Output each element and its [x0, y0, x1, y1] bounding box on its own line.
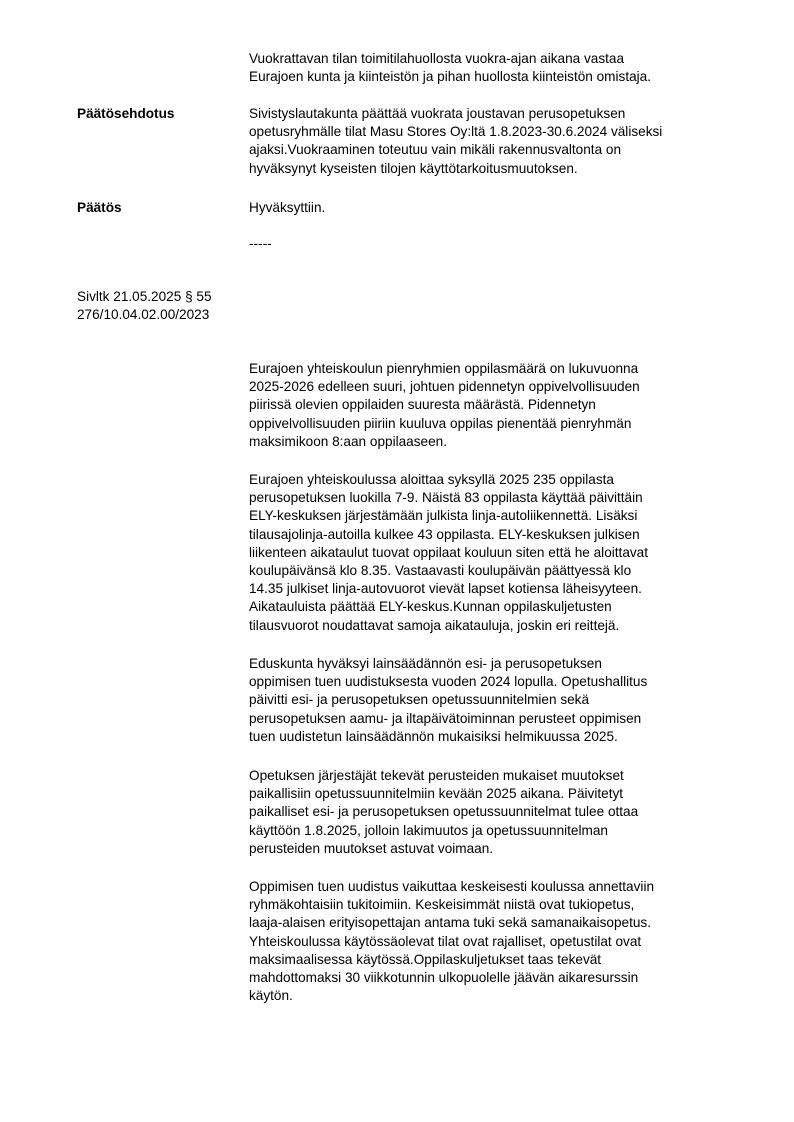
- text-line: mahdottomaksi 30 viikkotunnin ulkopuolelle jäävän aikaresurssin: [249, 970, 639, 986]
- body-paragraph: [249, 360, 749, 451]
- text-line: 2025-2026 edelleen suuri, johtuen pidennetyn oppivelvollisuuden: [249, 379, 640, 395]
- text-line: perusteiden muutokset astuvat voimaan.: [249, 840, 494, 856]
- intro-paragraph: [249, 50, 749, 86]
- text-line: hyväksynyt kyseisten tilojen käyttötarkoitusmuutoksen.: [249, 160, 578, 176]
- text-line: oppimisen tuen uudistuksesta vuoden 2024 lopulla. Opetushallitus: [249, 674, 648, 690]
- text-line: maksimikoon 8:aan oppilaaseen.: [249, 433, 447, 449]
- text-line: perusopetuksen aamu- ja iltapäivätoiminnan perusteet oppimisen: [249, 710, 642, 726]
- text-line: Opetuksen järjestäjät tekevät perusteiden mukaiset muutokset: [249, 768, 624, 783]
- text-line: käytön.: [249, 988, 293, 1004]
- text-line: opetusryhmälle tilat Masu Stores Oy:ltä 1.8.2023-30.6.2024 väliseksi: [249, 124, 663, 140]
- text-line: Oppimisen tuen uudistus vaikuttaa keskeisesti koulussa annettaviin: [249, 879, 655, 894]
- body-paragraph: [249, 767, 749, 858]
- text-line: paikallisiin opetussuunnitelmiin kevään 2025 aikana. Päivitetyt: [249, 786, 624, 802]
- text-line: maksimaalisessa käytössä.Oppilaskuljetukset taas tekevät: [249, 951, 602, 967]
- text-line: laaja-alaisen erityisopettajan antama tuki sekä samanaikaisopetus.: [249, 915, 651, 931]
- text-line: ryhmäkohtaisiin tukitoimiin. Keskeisimmät niistä ovat tukiopetus,: [249, 897, 635, 913]
- text-line: liikenteen aikataulut tuovat oppilaat kouluun siten että he aloittavat: [249, 544, 649, 560]
- body-paragraph: [249, 471, 749, 635]
- decision-text: Hyväksyttiin.: [249, 200, 326, 215]
- text-line: 14.35 julkiset linja-autovuorot vievät lapset kotiensa läheisyyteen.: [249, 581, 642, 597]
- text-line: Eduskunta hyväksyi lainsäädännön esi- ja perusopetuksen: [249, 656, 602, 671]
- text-line: tilausvuorot noudattavat samoja aikatauluja, joskin eri reittejä.: [249, 617, 620, 633]
- text-line: Vuokrattavan tilan toimitilahuollosta vuokra-ajan aikana vastaa: [249, 51, 625, 66]
- text-line: Eurajoen kunta ja kiinteistön ja pihan huollosta kiinteistön omistaja.: [249, 69, 652, 85]
- text-line: ajaksi.Vuokraaminen toteutuu vain mikäli rakennusvaltonta on: [249, 142, 622, 158]
- text-line: Eurajoen yhteiskoulussa aloittaa syksyllä 2025 235 oppilasta: [249, 472, 614, 487]
- text-line: piirissä olevien oppilaiden suuresta määrästä. Pidennetyn: [249, 397, 596, 413]
- body-paragraph: [249, 655, 749, 746]
- text-line: perusopetuksen luokilla 7-9. Näistä 83 oppilasta käyttää päivittäin: [249, 490, 643, 506]
- text-line: tuen uudistetun lainsäädännön mukaisiksi helmikuussa 2025.: [249, 728, 618, 744]
- text-line: päivitti esi- ja perusopetuksen opetussuunnitelmien sekä: [249, 692, 590, 708]
- meeting-reference: Sivltk 21.05.2025 § 55: [77, 289, 212, 304]
- decision-separator: -----: [249, 236, 272, 251]
- proposal-text: [249, 105, 749, 178]
- text-line: tilausajolinja-autoilla kulkee 43 oppilasta. ELY-keskuksen julkisen: [249, 526, 640, 542]
- text-line: Aikatauluista päättää ELY-keskus.Kunnan oppilaskuljetusten: [249, 599, 612, 615]
- text-line: käyttöön 1.8.2025, jolloin lakimuutos ja opetussuunnitelman: [249, 822, 608, 838]
- text-line: ELY-keskuksen järjestämään julkista linja-autoliikennettä. Lisäksi: [249, 508, 638, 524]
- text-line: Yhteiskoulussa käytössäolevat tilat ovat rajalliset, opetustilat ovat: [249, 933, 642, 949]
- decision-label: Päätös: [77, 200, 122, 215]
- text-line: paikalliset esi- ja perusopetuksen opetussuunnitelmat tulee ottaa: [249, 804, 639, 820]
- text-line: Sivistyslautakunta päättää vuokrata joustavan perusopetuksen: [249, 106, 626, 121]
- case-number: 276/10.04.02.00/2023: [77, 307, 210, 322]
- text-line: oppivelvollisuuden piiriin kuuluva oppilas pienentää pienryhmän: [249, 415, 632, 431]
- proposal-label: Päätösehdotus: [77, 106, 175, 121]
- text-line: Eurajoen yhteiskoulun pienryhmien oppilasmäärä on lukuvuonna: [249, 361, 639, 376]
- text-line: koulupäivänsä klo 8.35. Vastaavasti koulupäivän päättyessä klo: [249, 563, 632, 579]
- body-paragraph: [249, 878, 749, 1005]
